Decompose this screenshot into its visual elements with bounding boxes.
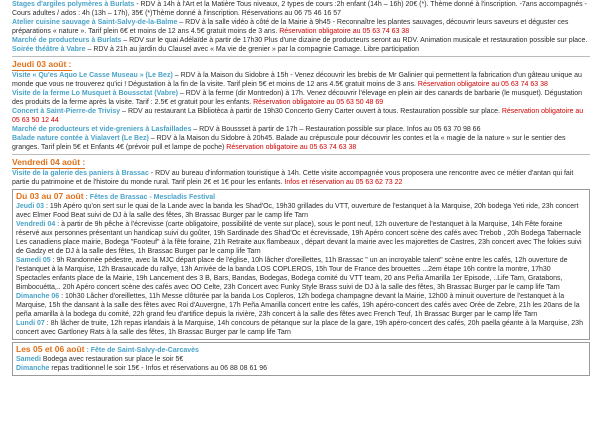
day-label: Dimanche <box>16 365 50 372</box>
event-title: Stages d'argiles polymères à Burlats <box>12 1 135 8</box>
festival-day <box>16 202 586 220</box>
section-divider <box>12 56 590 57</box>
festival-box <box>12 189 590 340</box>
event-text: – RDV au restaurant La Bibliotèca à partir de 19h30 Concerto Gerry Carter ouvert à tous. Restauration possible sur place. <box>120 108 502 115</box>
day-program: : 19h Apéro qu'on sert sur le quai de la Lande avec la banda les Shad'Oc, 19h30 grillades du VTT, ouverture de l'estanquet à la Marquise, 20h bodega Yeti ride, 23h concert avec Elmer Food Beat suivi de DJ à la salle des fêtes, 3h Brassac Burger par le camp life Tarn <box>16 203 579 219</box>
day-label: Dimanche 06 <box>16 293 60 300</box>
event-text: – RDV à la Maison du Sidobre à 20h45. Balade au crépuscule pour découvrir les contes et la « magie de la nature » sur le sentier des granges. Tarif plein 5€ et Enfants 4€ (prévoir pull et lampe de poche) <box>12 135 566 151</box>
event-text: – RDV à la Maison du Sidobre à 15h - Venez découvrir les brebis de Mr Galinier qui permettent la fabrication d'un gâteau unique au monde que vous ne trouverez qu'ici ! Dégustation à la fin de la visite. Tarif plein 5€ et moins de 12 ans 4.5€ gratuit moins de 3 ans. <box>12 72 582 88</box>
section-divider <box>12 154 590 155</box>
festival-separator: : <box>83 194 90 201</box>
event-reservation: Réservation obligatoire au 05 63 74 63 38 <box>417 81 548 88</box>
event-entry <box>12 0 590 18</box>
event-entry <box>12 18 590 36</box>
carcaves-day <box>16 364 586 373</box>
event-entry <box>12 89 590 107</box>
top-events <box>12 0 590 54</box>
festival-day <box>16 220 586 256</box>
event-title: Soirée théâtre à Vabre <box>12 46 86 53</box>
event-reservation: Réservation obligatoire au 05 63 74 63 38 <box>279 28 410 35</box>
event-entry <box>12 169 590 187</box>
event-text: – RDV sur le quai Adélaïde à partir de 17h30 Plus d'une dizaine de producteurs seront au RDV. Animation musicale et restauration possible sur place. <box>121 37 588 44</box>
event-entry <box>12 107 590 125</box>
events-page <box>12 0 590 376</box>
festival-day <box>16 319 586 337</box>
day-program: : 10h30 Lâcher d'oreillettes, 11h Messe clôturée par la banda Los Copleros, 12h bodega champagne devant la Mairie, 12h00 à minuit ouverture de l'estanquet à la Marquise, 15h the dansant à la salle des fêtes avec Roi d'Auvergne, 17h Peña Amarilla concert entre les cafés, 19h apéro-concert des cafés avec Orée de Zebre, 21h les 20ans de la peña amarilla à la bodega du comité, 22h grand feu d'artifice depuis la rivière, 23h concert à la salle des fêtes avec French Teuf, 1h Brassac Burger par le camp life Tarn <box>16 293 580 318</box>
event-text: - RDV au bureau d'information touristique à 14h. Cette visite accompagnée vous proposera une rencontre avec ce métier d'antan qui fait partie du patrimoine et de l'histoire du monde rural. Tarif plein 2€ et 1€ pour les enfants. <box>12 170 574 186</box>
festival-day <box>16 256 586 292</box>
event-reservation: Réservation obligatoire au 05 63 74 63 38 <box>226 144 357 151</box>
carcaves-day <box>16 355 586 364</box>
event-title: Visite de la ferme Lo Musquet à Boussctat (Vabre) <box>12 90 178 97</box>
day-program: Bodega avec restauration sur place le soir 5€ <box>40 356 184 363</box>
day-program: : à partir de 9h pêche à l'écrevisse (carte obligatoire, possibilité de vente sur place), sous le pont neuf, 12h ouverture de l'estanquet à la Marquise, 14h Fête foraine réservé aux personnes présentant un handicap suivi du goûter, 19h Sardinade des Shad'Oc et écrevissade, 19h Apéro concert scène des cafés avec Trebob , 20h Bodega Tabernacle Les canadiens place mairie, Bodega "Footeuf" à la fête foraine, 21h Retraite aux flambeaux , départ devant la mairie avec les majorettes de Castres, 23h concert avec The fokies suivi de Gadzy et de DJ à la salle des fêtes, 1h Brassac Burger par le camp life Tarn <box>16 221 582 255</box>
day-program: : 9h Randonnée pédestre, avec la MJC départ place de l'église, 10h lâcher d'oreillettes, 11h Brassac " un an incroyable talent" scène entre les cafés, 12h ouverture de l'estanquet à la Marquise, 12h Brasaucade du rallye, 13h Arrivée de la banda LOS COPLEROS, 15h Tour de France des brouettes ...2em étape 16h contre la montre, 17h30 Spectacles enfants place de la Mairie, 19h Lancement des 3 B, Bars, Bandas, Bodegas, Bodega comité du VTT team, 20 ans Peña Amarilla 1er Episode, ..Life Tarn, Gratabons, Bimbocuétta,.. 20h Apéro concert scène des cafés avec OO Celte, 23h Concert avec Funky Style Brass suivi de DJ à la salle des fêtes, 3h Brassac Burger par le camp life Tarn <box>16 257 568 291</box>
event-entry <box>12 36 590 45</box>
event-title: Concert à Saint-Pierre-de Trivisy <box>12 108 121 115</box>
day-program: repas traditionnel le soir 15€ - Infos et réservations au 06 88 08 61 96 <box>49 365 267 372</box>
event-title: Atelier cuisine sauvage à Saint-Salvy-de-la-Balme <box>12 19 178 26</box>
event-text: - RDV à 14h à l'Art et la Matière Tous niveaux, 2 types de cours :2h enfant (14h – 16h) 20€ (*). Thème donné à l'inscription. -7ans accompagnés - Cours adultes / ados : 4h (13h – 17h), 35€ (*)Thème donné à l'inscription. Réservations au 06 75 46 16 57 <box>12 1 587 17</box>
section-date: Jeudi 03 août : <box>12 59 72 69</box>
carcaves-header <box>16 344 586 355</box>
festival-date: Du 03 au 07 août <box>16 191 84 201</box>
day-label: Lundi 07 <box>16 320 45 327</box>
carcaves-box <box>12 342 590 376</box>
event-entry <box>12 134 590 152</box>
event-entry <box>12 125 590 134</box>
section-vendredi <box>12 157 590 187</box>
event-text: – RDV à la salle vidéo à côté de la Mairie à 9h45 - Reconnaître les plantes sauvages, découvrir leurs saveurs et déguster ces préparations « nature ». Tarif plein 6€ et moins de 12 ans 4.5€ gratuit moins de 3 ans. <box>12 19 569 35</box>
event-title: Balade nature contée à Vialavert (Le Bez) <box>12 135 149 142</box>
event-text: – RDV à la ferme (dir Montredon) à 17h. Venez découvrir l'élevage en plein air des canards de barbarie (le musquet). Dégustation des produits de la ferme après la visite. Tarif : 2.5€ et gratuit pour les enfants. <box>12 90 583 106</box>
section-jeudi <box>12 59 590 152</box>
carcaves-separator: : <box>84 347 91 354</box>
day-label: Vendredi 04 <box>16 221 56 228</box>
event-entry <box>12 45 590 54</box>
festival-title: Fêtes de Brassac - Mescladis Festival <box>89 194 216 201</box>
event-entry <box>12 71 590 89</box>
event-title: Visite de la galerie des paniers à Brassac <box>12 170 149 177</box>
event-reservation: Réservation obligatoire au 05 63 50 12 44 <box>12 108 584 124</box>
event-reservation: Infos et réservation au 05 63 62 73 22 <box>284 179 403 186</box>
carcaves-date: Les 05 et 06 août <box>16 344 85 354</box>
event-title: Visite « Qu'es Aquo Le Casse Museau » (Le Bez) <box>12 72 173 79</box>
event-title: Marché de producteurs à Burlats <box>12 37 122 44</box>
event-text: – RDV à Boussset à partir de 17h – Restauration possible sur place. Infos au 05 63 70 98 66 <box>191 126 481 133</box>
day-program: : 8h lâcher de truite, 12h repas irlandais à la Marquise, 14h concours de pétanque sur la place de la gare, 19h apéro-concert des cafés, 20h paella géante à la Marquise, 23h concert avec Gartloney Rats à la salle des fêtes, 1h Brassac Burger par le camp life Tarn <box>16 320 583 336</box>
festival-header <box>16 191 586 202</box>
event-title: Marché de producteurs et vide-greniers à Lasfaillades <box>12 126 192 133</box>
event-text: – RDV à 21h au jardin du Clausel avec « Ma vie de grenier » par la compagnie Camage. Libre participation <box>85 46 420 53</box>
event-reservation: Réservation obligatoire au 05 63 50 48 69 <box>253 99 384 106</box>
festival-day <box>16 292 586 319</box>
day-label: Samedi <box>16 356 41 363</box>
carcaves-title: Fête de Saint-Salvy-de-Carcavès <box>90 347 199 354</box>
day-label: Samedi 05 <box>16 257 51 264</box>
section-date: Vendredi 04 août : <box>12 157 86 167</box>
day-label: Jeudi 03 <box>16 203 45 210</box>
